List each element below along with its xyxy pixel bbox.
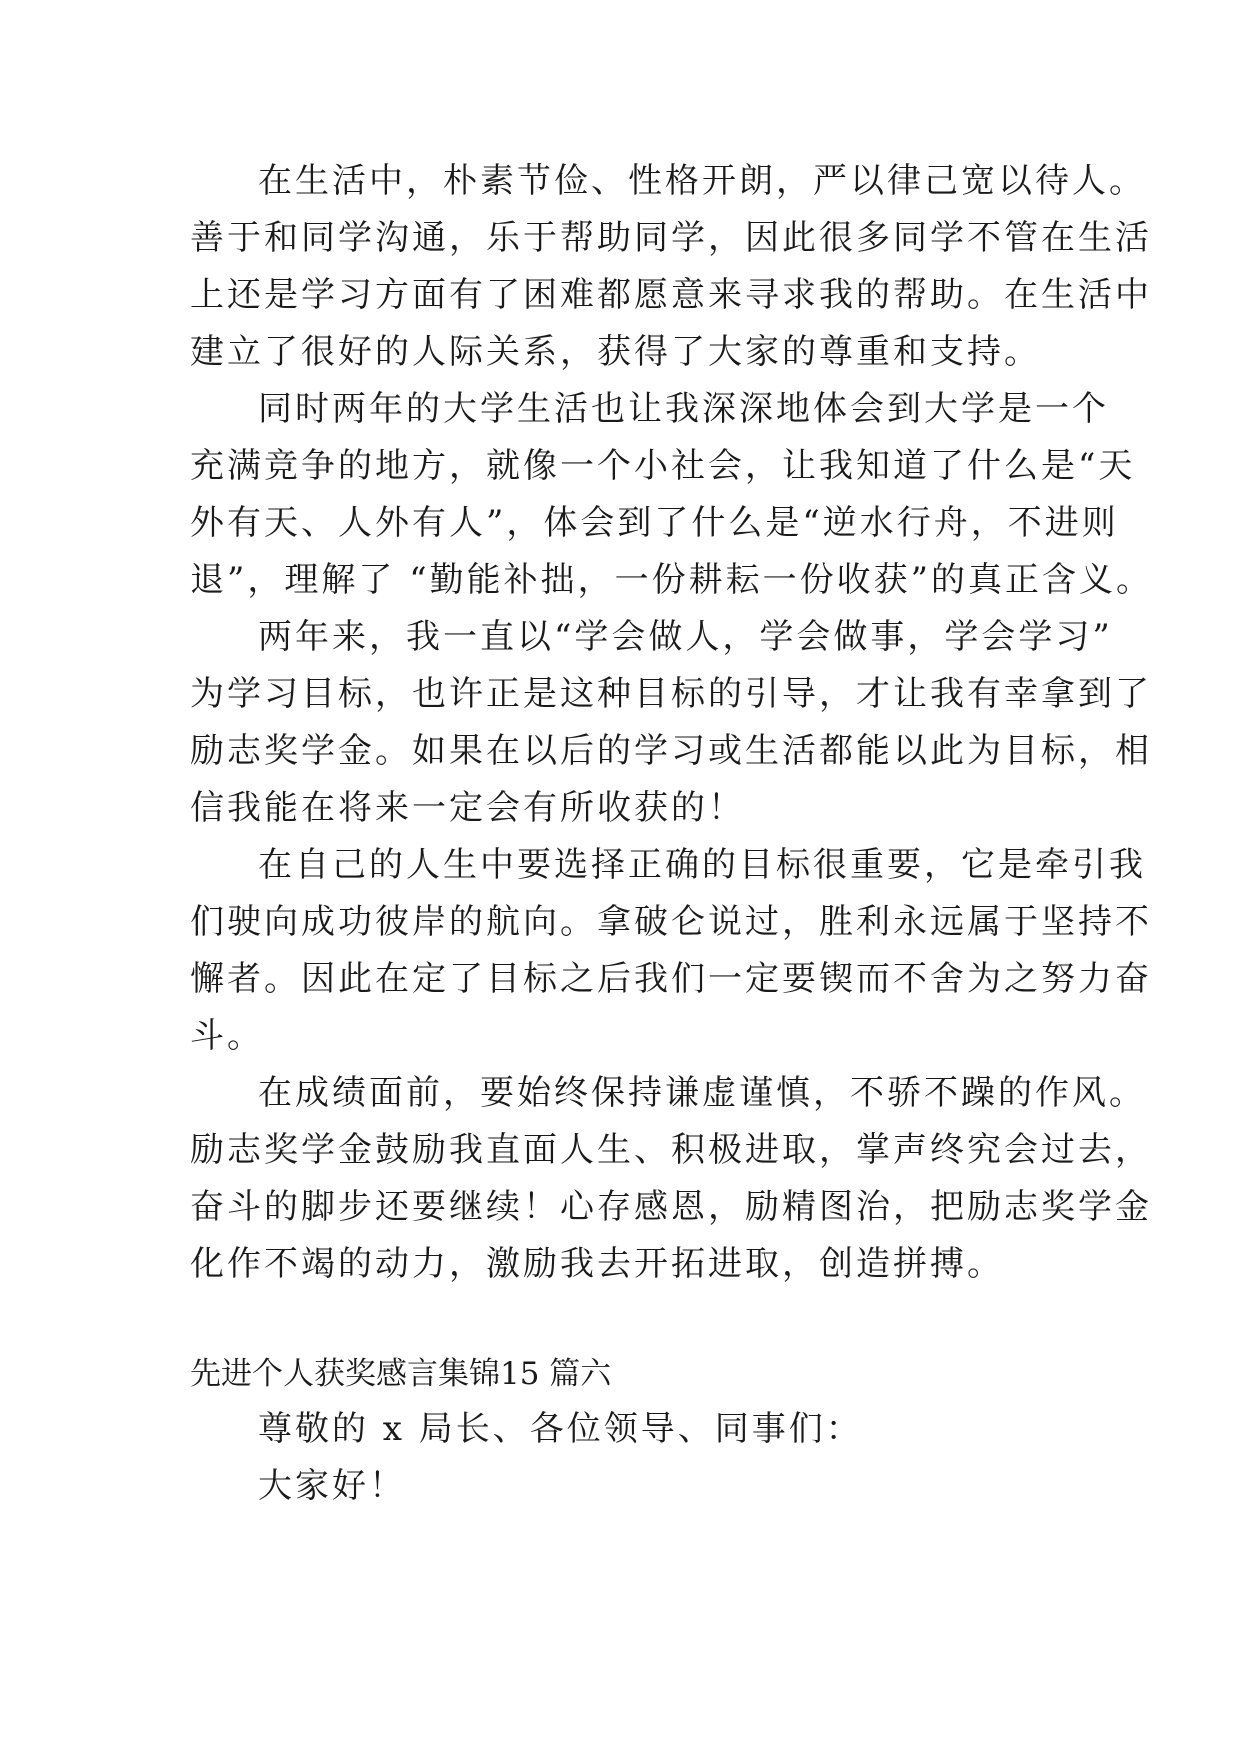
paragraph-line: 励志奖学金鼓励我直面人生、积极进取，掌声终究会过去， bbox=[190, 1130, 1152, 1170]
paragraph-line: 信我能在将来一定会有所收获的！ bbox=[190, 788, 745, 828]
paragraph-line: 懈者。因此在定了目标之后我们一定要锲而不舍为之努力奋 bbox=[190, 959, 1152, 999]
paragraph-line: 在成绩面前，要始终保持谦虚谨慎，不骄不躁的作风。 bbox=[258, 1073, 1146, 1113]
paragraph-line: 退”，理解了 “勤能补拙，一份耕耘一份收获”的真正含义。 bbox=[190, 560, 1153, 600]
paragraph-line: 们驶向成功彼岸的航向。拿破仑说过，胜利永远属于坚持不 bbox=[190, 902, 1152, 942]
paragraph-line: 善于和同学沟通，乐于帮助同学，因此很多同学不管在生活 bbox=[190, 218, 1152, 258]
paragraph-line: 励志奖学金。如果在以后的学习或生活都能以此为目标，相 bbox=[190, 731, 1152, 771]
salutation: 尊敬的 x 局长、各位领导、同事们： bbox=[258, 1409, 863, 1449]
paragraph-line: 建立了很好的人际关系，获得了大家的尊重和支持。 bbox=[190, 332, 1041, 372]
paragraph-line: 化作不竭的动力，激励我去开拓进取，创造拼搏。 bbox=[190, 1244, 1004, 1284]
paragraph-line: 同时两年的大学生活也让我深深地体会到大学是一个 bbox=[258, 389, 1109, 429]
paragraph-line: 充满竞争的地方，就像一个小社会，让我知道了什么是“天 bbox=[190, 446, 1136, 486]
section-title: 先进个人获奖感言集锦15 篇六 bbox=[190, 1356, 612, 1392]
paragraph-line: 奋斗的脚步还要继续！心存感恩，励精图治，把励志奖学金 bbox=[190, 1187, 1152, 1227]
paragraph-line: 为学习目标，也许正是这种目标的引导，才让我有幸拿到了 bbox=[190, 674, 1152, 714]
paragraph-line: 在自己的人生中要选择正确的目标很重要，它是牵引我 bbox=[258, 845, 1146, 885]
paragraph-line: 外有天、人外有人”，体会到了什么是“逆水行舟，不进则 bbox=[190, 503, 1119, 543]
paragraph-line: 在生活中，朴素节俭、性格开朗，严以律己宽以待人。 bbox=[258, 161, 1146, 201]
greeting: 大家好！ bbox=[258, 1466, 406, 1506]
paragraph-line: 两年来，我一直以“学会做人，学会做事，学会学习” bbox=[258, 617, 1113, 657]
paragraph-line: 斗。 bbox=[190, 1016, 264, 1056]
paragraph-line: 上还是学习方面有了困难都愿意来寻求我的帮助。在生活中 bbox=[190, 275, 1152, 315]
